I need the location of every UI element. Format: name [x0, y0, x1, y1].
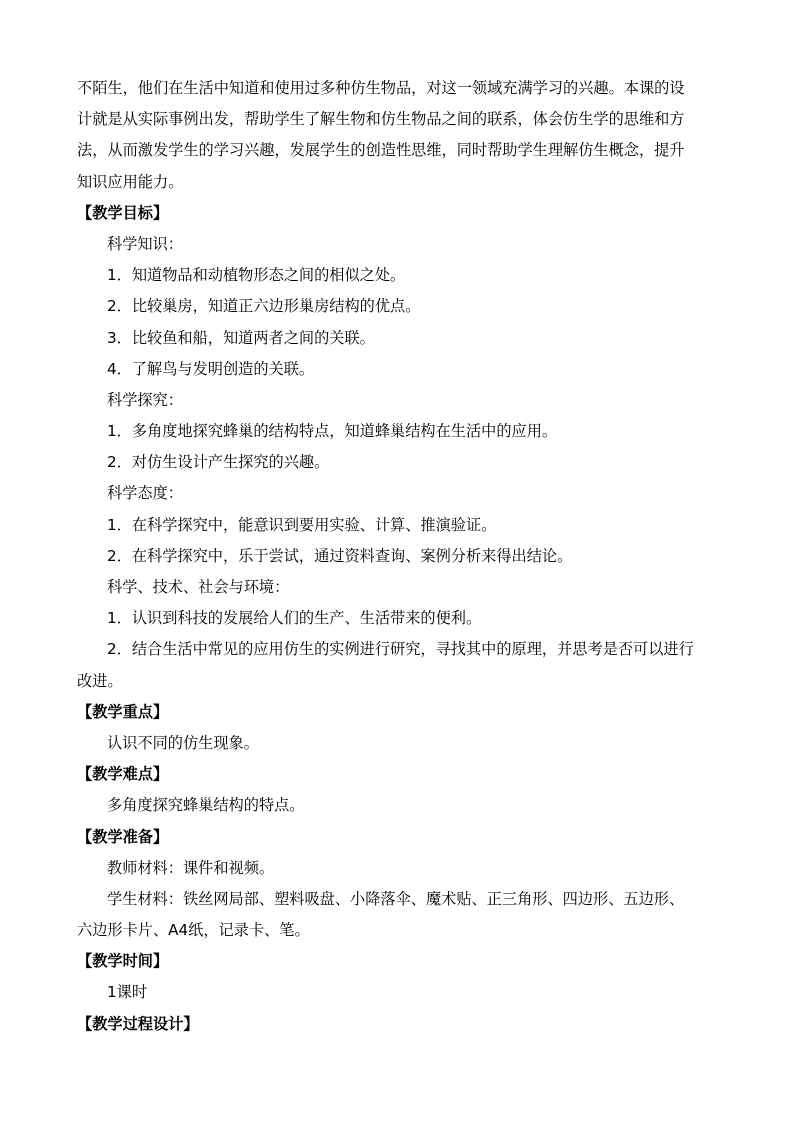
list-item: 1．知道物品和动植物形态之间的相似之处。	[107, 266, 406, 285]
subheading-knowledge: 科学知识：	[107, 234, 183, 253]
teacher-materials: 教师材料：课件和视频。	[107, 858, 275, 877]
list-item: 2．在科学探究中，乐于尝试，通过资料查询、案例分析来得出结论。	[107, 546, 573, 565]
list-item-continuation: 改进。	[77, 671, 123, 690]
section-heading-keypoint: 【教学重点】	[77, 702, 169, 721]
section-heading-process: 【教学过程设计】	[77, 1014, 199, 1033]
keypoint-text: 认识不同的仿生现象。	[107, 733, 259, 752]
document-page	[77, 73, 717, 1040]
list-item: 2．比较巢房，知道正六边形巢房结构的优点。	[107, 297, 421, 316]
list-item: 4．了解鸟与发明创造的关联。	[107, 359, 315, 378]
list-item: 1．认识到科技的发展给人们的生产、生活带来的便利。	[107, 609, 482, 628]
list-item: 1．多角度地探究蜂巢的结构特点，知道蜂巢结构在生活中的应用。	[107, 422, 558, 441]
paragraph-line: 知识应用能力。	[77, 172, 184, 191]
student-materials: 学生材料：铁丝网局部、塑料吸盘、小降落伞、魔术贴、正三角形、四边形、五边形、	[107, 889, 685, 908]
subheading-attitude: 科学态度：	[107, 484, 183, 503]
section-heading-time: 【教学时间】	[77, 952, 169, 971]
list-item: 1．在科学探究中，能意识到要用实验、计算、推演验证。	[107, 515, 497, 534]
difficulty-text: 多角度探究蜂巢结构的特点。	[107, 796, 305, 815]
list-item: 2．对仿生设计产生探究的兴趣。	[107, 453, 330, 472]
paragraph-line: 计就是从实际事例出发，帮助学生了解生物和仿生物品之间的联系，体会仿生学的思维和方	[77, 110, 685, 129]
section-heading-difficulty: 【教学难点】	[77, 765, 169, 784]
student-materials-continuation: 六边形卡片、A4纸，记录卡、笔。	[77, 921, 310, 940]
section-heading-preparation: 【教学准备】	[77, 827, 169, 846]
intro-paragraph	[77, 73, 717, 198]
section-heading-goals: 【教学目标】	[77, 203, 169, 222]
paragraph-line: 不陌生，他们在生活中知道和使用过多种仿生物品，对这一领域充满学习的兴趣。本课的设	[77, 79, 685, 97]
subheading-sts: 科学、技术、社会与环境：	[107, 578, 290, 596]
paragraph-line: 法，从而激发学生的学习兴趣，发展学生的创造性思维，同时帮助学生理解仿生概念，提升	[77, 141, 685, 160]
list-item: 2．结合生活中常见的应用仿生的实例进行研究，寻找其中的原理，并思考是否可以进行	[107, 640, 694, 659]
time-text: 1课时	[107, 983, 148, 1002]
subheading-inquiry: 科学探究：	[107, 390, 183, 409]
list-item: 3．比较鱼和船，知道两者之间的关联。	[107, 328, 375, 347]
